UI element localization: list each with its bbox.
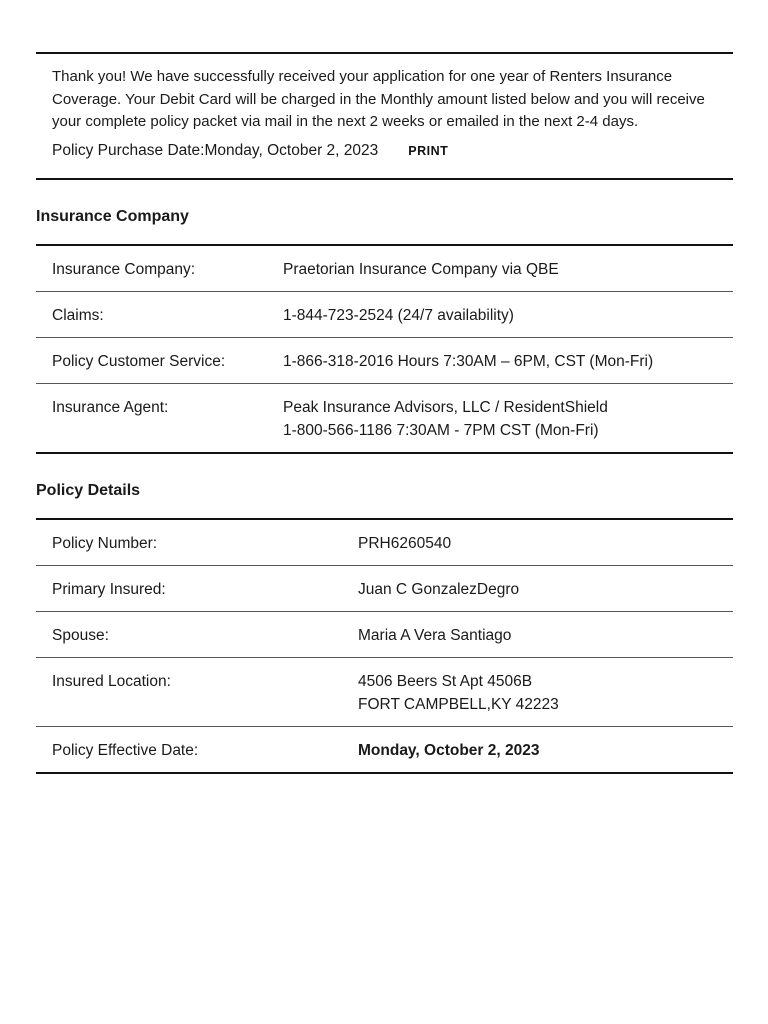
row-label: Policy Number: (52, 534, 158, 552)
policy-details-table (36, 518, 733, 774)
insurance-company-table (36, 244, 733, 454)
row-value (283, 258, 717, 281)
policy-details-heading: Policy Details (36, 481, 141, 499)
value-line: 4506 Beers St Apt 4506B (358, 672, 533, 690)
row-value (358, 532, 717, 555)
row-value (358, 624, 717, 647)
row-label: Policy Effective Date: (52, 741, 199, 759)
row-label: Claims: (52, 306, 104, 324)
row-label: Spouse: (52, 626, 109, 644)
table-row (36, 657, 733, 726)
print-button[interactable]: PRINT (408, 143, 449, 158)
value-line: Praetorian Insurance Company via QBE (283, 260, 559, 278)
table-row (36, 337, 733, 383)
insurance-company-heading: Insurance Company (36, 207, 189, 225)
table-row (36, 520, 733, 565)
row-value (358, 670, 717, 716)
confirmation-message: Thank you! We have successfully received your application for one year of Renters Insurance Coverage. Your Debit Card will be charged in the Monthly amount listed below and you will receive your complete policy packet via mail in the next 2 weeks or emailed in the next 2-4 days. (52, 68, 705, 130)
row-label: Insurance Agent: (52, 398, 169, 416)
effective-date-value: Monday, October 2, 2023 (358, 741, 540, 759)
row-value (283, 350, 717, 373)
value-line: FORT CAMPBELL,KY 42223 (358, 695, 559, 713)
row-value (283, 304, 717, 327)
row-value (358, 578, 717, 601)
table-row (36, 383, 733, 452)
policy-confirmation-page (36, 52, 733, 774)
purchase-date-value: Monday, October 2, 2023 (204, 141, 379, 159)
confirmation-box (36, 52, 733, 180)
purchase-date-label: Policy Purchase Date: (52, 141, 205, 159)
value-line: 1-800-566-1186 7:30AM - 7PM CST (Mon-Fri) (283, 421, 599, 439)
value-line: Maria A Vera Santiago (358, 626, 512, 644)
row-label: Insurance Company: (52, 260, 196, 278)
value-line: 1-866-318-2016 Hours 7:30AM – 6PM, CST (Mon-Fri) (283, 352, 654, 370)
value-line: Peak Insurance Advisors, LLC / ResidentShield (283, 398, 608, 416)
table-row (36, 291, 733, 337)
purchase-date-row (52, 140, 717, 162)
value-line: Juan C GonzalezDegro (358, 580, 520, 598)
row-value (358, 739, 717, 762)
row-label: Insured Location: (52, 672, 171, 690)
table-row (36, 611, 733, 657)
value-line: PRH6260540 (358, 534, 452, 552)
row-label: Primary Insured: (52, 580, 166, 598)
value-line: 1-844-723-2524 (24/7 availability) (283, 306, 514, 324)
table-row (36, 565, 733, 611)
table-row (36, 726, 733, 772)
table-row (36, 246, 733, 291)
row-label: Policy Customer Service: (52, 352, 226, 370)
row-value (283, 396, 717, 442)
